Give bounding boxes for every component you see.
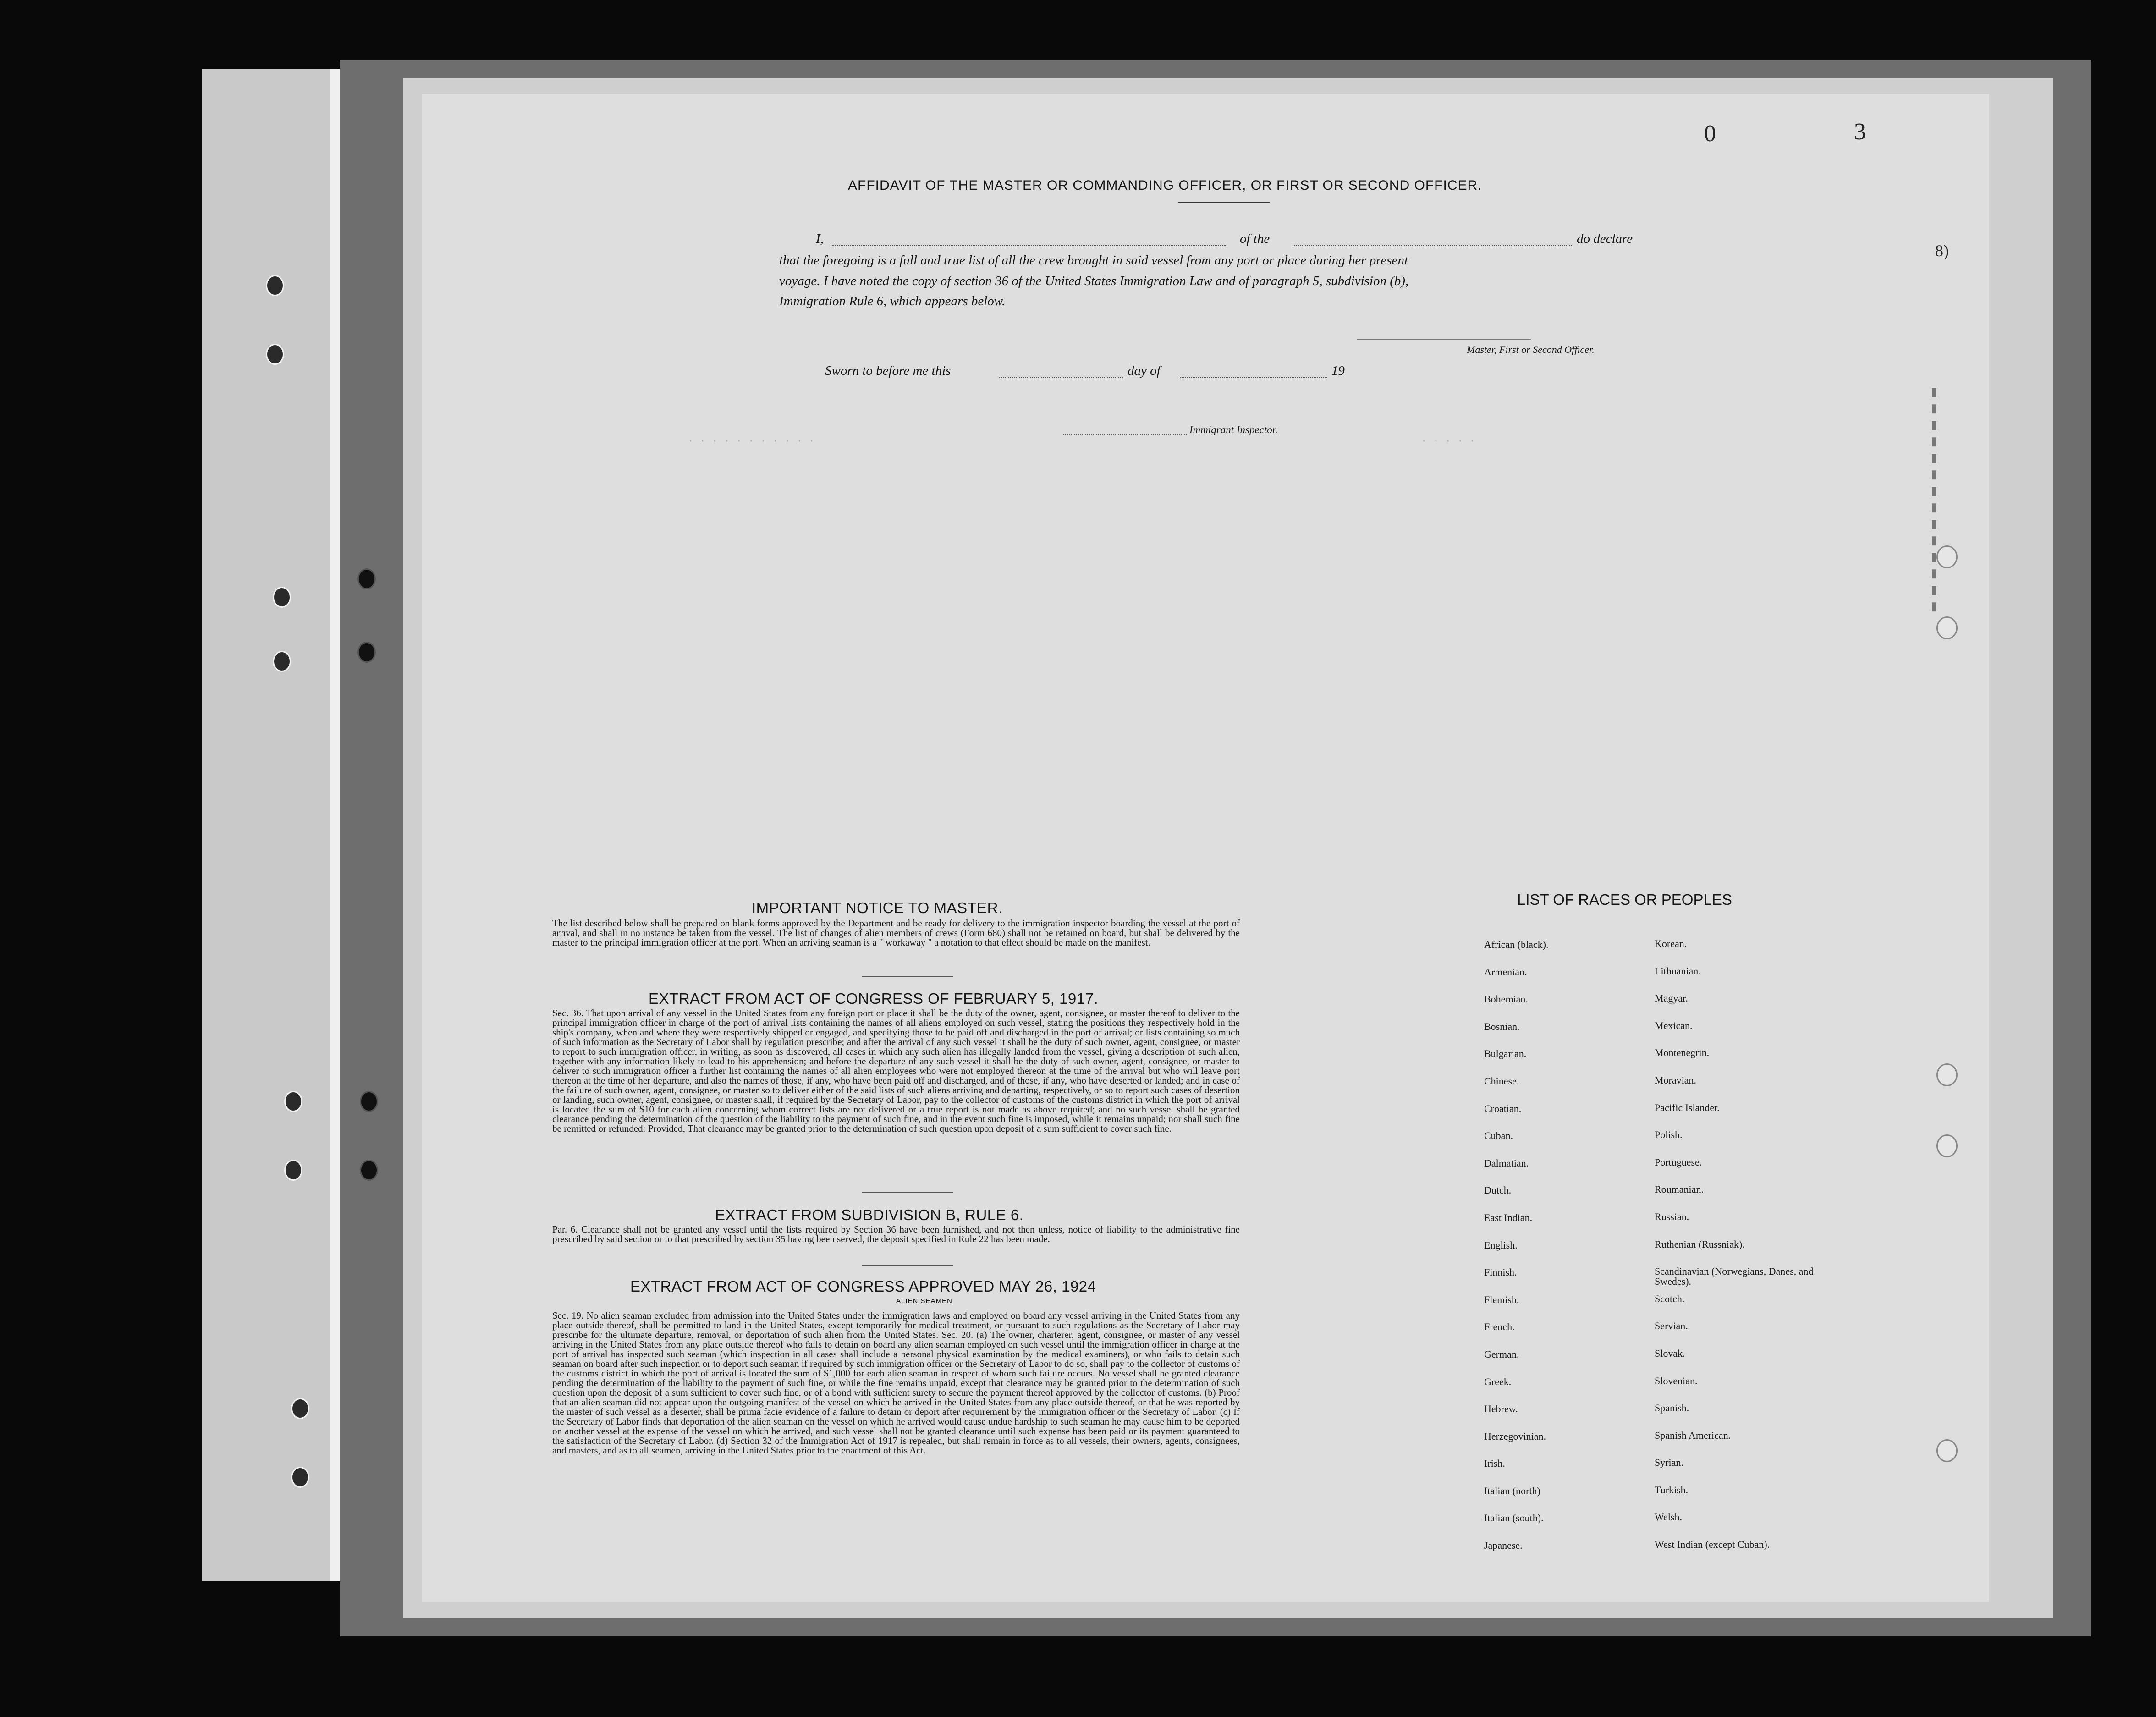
inspector-caption: Immigrant Inspector. bbox=[1189, 424, 1278, 435]
divider bbox=[862, 1265, 953, 1266]
binder-hole bbox=[266, 275, 284, 296]
affidavit-declare: do declare bbox=[1577, 231, 1633, 246]
race-item: Dutch. bbox=[1484, 1184, 1512, 1196]
divider bbox=[862, 976, 953, 977]
page-hole bbox=[358, 642, 376, 663]
race-item: Servian. bbox=[1655, 1320, 1688, 1332]
binder-hole bbox=[273, 587, 291, 608]
race-item: Ruthenian (Russniak). bbox=[1655, 1238, 1745, 1250]
page-hole bbox=[358, 568, 376, 589]
title-underline bbox=[1178, 202, 1270, 203]
race-item: Spanish American. bbox=[1655, 1429, 1731, 1441]
race-item: Cuban. bbox=[1484, 1130, 1513, 1142]
extract-1924-title: EXTRACT FROM ACT OF CONGRESS APPROVED MAY 26, 1924 bbox=[630, 1278, 1096, 1295]
signature-line[interactable] bbox=[1357, 339, 1531, 340]
races-left-column bbox=[1484, 939, 1548, 1567]
vessel-field[interactable] bbox=[1292, 245, 1572, 246]
race-item: Korean. bbox=[1655, 938, 1687, 949]
race-item: Scandinavian (Norwegians, Danes, and Swedes). bbox=[1655, 1266, 1814, 1288]
race-item: African (black). bbox=[1484, 939, 1549, 950]
sworn-month-field[interactable] bbox=[1180, 377, 1327, 378]
sworn-day-label: day of bbox=[1128, 363, 1160, 378]
race-item: Lithuanian. bbox=[1655, 965, 1701, 977]
race-item: Flemish. bbox=[1484, 1293, 1519, 1305]
affidavit-of-the: of the bbox=[1240, 231, 1270, 246]
race-item: Herzegovinian. bbox=[1484, 1430, 1546, 1442]
affidavit-line3: voyage. I have noted the copy of section 36 of the United States Immigration Law and of paragraph 5, subdivision (b), bbox=[779, 274, 1409, 288]
race-item: Slovak. bbox=[1655, 1347, 1685, 1359]
binder-hole bbox=[284, 1160, 302, 1181]
affidavit-line4: Immigration Rule 6, which appears below. bbox=[779, 294, 1006, 308]
race-item: Russian. bbox=[1655, 1211, 1689, 1222]
extract-1917-body: Sec. 36. That upon arrival of any vessel in the United States from any foreign port or place it shall be the duty of the owner, agent, consignee, or master thereof to deliver to the principal immigration officer in charge of the port of arrival lists containing the names of all aliens employed on such vessel, stating the positions they respectively hold in the ship's company, when and where they were respectively shipped or engaged, and specifying those to be paid off and discharged in the port of arrival; or lists containing so much of such information as the Secretary of Labor shall by regulation prescribe; and after the arrival of any such vessel it shall be the duty of such owner, agent, consignee, or master to report to such immigration officer, in writing, as soon as discovered, all cases in which any such alien has illegally landed from the vessel, giving a description of such alien, together with any information likely to lead to his apprehension; and before the departure of any such vessel it shall be the duty of such owner, agent, consignee, or master to deliver to such immigration officer a further list containing the names of all alien employees who were not employed thereon at the time of the arrival but who will leave port thereon at the time of her departure, and also the names of those, if any, who have been paid off and discharged, and of those, if any, who have deserted or landed; and in case of the failure of such owner, agent, consignee, or master so to deliver either of the said lists of such aliens arriving and departing, respectively, or so to report such cases of desertion or landing, such owner, agent, consignee, or master shall, if required by the Secretary of Labor, pay to the collector of customs of the customs district in which the port of arrival is located the sum of $10 for each alien concerning whom correct lists are not delivered or a true report is not made as above required; and no such vessel shall be granted clearance pending the determination of the question of the liability to the payment of such fine, and in the event such fine is imposed, while it remains unpaid; nor shall such fine be remitted or refunded: Provided, That clearance may be granted prior to the determination of such question upon deposit of a sum sufficient to cover such fine. bbox=[552, 1007, 1240, 1134]
affidavit-i: I, bbox=[816, 231, 824, 246]
race-item: East Indian. bbox=[1484, 1211, 1533, 1223]
race-item: Italian (north) bbox=[1484, 1485, 1540, 1497]
race-item: French. bbox=[1484, 1321, 1515, 1333]
race-item: Welsh. bbox=[1655, 1511, 1682, 1523]
sworn-day-field[interactable] bbox=[999, 377, 1123, 378]
binder-strip bbox=[202, 69, 330, 1581]
race-item: Dalmatian. bbox=[1484, 1157, 1529, 1169]
race-item: Mexican. bbox=[1655, 1019, 1693, 1031]
margin-hole bbox=[1936, 616, 1958, 639]
side-stamp: ▮▮▮▮▮▮▮▮▮▮▮▮▮▮ bbox=[1928, 385, 1942, 616]
race-item: Slovenian. bbox=[1655, 1375, 1698, 1387]
notice-title: IMPORTANT NOTICE TO MASTER. bbox=[752, 899, 1003, 916]
race-item: Italian (south). bbox=[1484, 1512, 1544, 1524]
page-hole bbox=[360, 1091, 378, 1112]
race-item: Magyar. bbox=[1655, 992, 1688, 1004]
race-item: Syrian. bbox=[1655, 1457, 1683, 1469]
bleed-through-text: · · · · · bbox=[1421, 435, 1475, 447]
race-item: Moravian. bbox=[1655, 1074, 1697, 1086]
margin-note-three: 3 bbox=[1854, 119, 1866, 145]
name-field[interactable] bbox=[832, 245, 1226, 246]
sworn-year: 19 bbox=[1331, 363, 1345, 378]
extract-1917-title: EXTRACT FROM ACT OF CONGRESS OF FEBRUARY 5, 1917. bbox=[649, 990, 1099, 1007]
race-item: Roumanian. bbox=[1655, 1183, 1704, 1195]
race-item: Bosnian. bbox=[1484, 1020, 1520, 1032]
race-item: Pacific Islander. bbox=[1655, 1101, 1720, 1113]
race-item: Hebrew. bbox=[1484, 1403, 1518, 1415]
race-item: Chinese. bbox=[1484, 1075, 1519, 1087]
subdivision-b-body: Par. 6. Clearance shall not be granted any vessel until the lists required by Section 36 have been furnished, and not then unless, notice of liability to the administrative fine prescribed by said section or to that prescribed by section 35 having been served, the deposit specified in Rule 22 has been made. bbox=[552, 1224, 1240, 1244]
race-item: Croatian. bbox=[1484, 1102, 1522, 1114]
bleed-through-text: · · · · · · · · · · · bbox=[688, 435, 815, 447]
margin-hole bbox=[1936, 1063, 1958, 1086]
race-item: Spanish. bbox=[1655, 1402, 1689, 1414]
race-item: Bohemian. bbox=[1484, 993, 1528, 1005]
margin-hole bbox=[1936, 1439, 1958, 1462]
binder-hole bbox=[291, 1467, 309, 1488]
race-item: Greek. bbox=[1484, 1376, 1512, 1387]
race-item: Bulgarian. bbox=[1484, 1048, 1527, 1060]
notice-body: The list described below shall be prepared on blank forms approved by the Department and be ready for delivery to the immigration inspector boarding the vessel at the port of arrival, and shall in no instance be taken from the vessel. The list of changes of alien members of crews (Form 680) shall not be retained on board, but shall be delivered by the master to the principal immigration officer at the port. When an arriving seaman is a " workaway " a notation to that effect should be made on the manifest. bbox=[552, 918, 1240, 948]
race-item: West Indian (except Cuban). bbox=[1655, 1539, 1770, 1551]
margin-note-paren: 8) bbox=[1935, 242, 1949, 260]
races-right-column bbox=[1655, 939, 1838, 1567]
race-item: Montenegrin. bbox=[1655, 1047, 1710, 1059]
binder-hole bbox=[291, 1398, 309, 1419]
race-item: English. bbox=[1484, 1239, 1518, 1251]
affidavit-line2: that the foregoing is a full and true list of all the crew brought in said vessel from any port or place during her present bbox=[779, 253, 1408, 268]
margin-note-zero: 0 bbox=[1704, 121, 1716, 147]
sworn-text: Sworn to before me this bbox=[825, 363, 951, 378]
extract-1924-subtitle: ALIEN SEAMEN bbox=[896, 1297, 952, 1305]
page-hole bbox=[360, 1160, 378, 1181]
divider bbox=[862, 1192, 953, 1193]
race-item: Polish. bbox=[1655, 1129, 1683, 1141]
race-item: Portuguese. bbox=[1655, 1156, 1702, 1168]
binder-hole bbox=[266, 344, 284, 365]
races-title: LIST OF RACES OR PEOPLES bbox=[1517, 891, 1732, 908]
margin-hole bbox=[1936, 1134, 1958, 1157]
inspector-signature-line[interactable] bbox=[1063, 434, 1187, 435]
race-item: Scotch. bbox=[1655, 1293, 1685, 1304]
race-item: Japanese. bbox=[1484, 1540, 1523, 1552]
binder-hole bbox=[273, 651, 291, 672]
race-item: Armenian. bbox=[1484, 966, 1527, 978]
binder-hole bbox=[284, 1091, 302, 1112]
race-item: Finnish. bbox=[1484, 1266, 1517, 1278]
extract-1924-body: Sec. 19. No alien seaman excluded from admission into the United States under the immigration laws and employed on board any vessel arriving in the United States from any place outside thereof, shall be permitted to land in the United States, except temporarily for medical treatment, or pursuant to such regulations as the Secretary of Labor may prescribe for the ultimate departure, removal, or deportation of such alien from the United States. Sec. 20. (a) The owner, charterer, agent, consignee, or master of any vessel arriving in the United States from any place outside thereof who fails to detain on board any alien seaman employed on such vessel until the immigration officer in charge at the port of arrival has inspected such seaman (which inspection in all cases shall include a personal physical examination by the medical examiners), or who fails to detain such seaman on board after such inspection or to deport such seaman if required by such immigration officer or the Secretary of Labor to do so, shall pay to the collector of customs of the customs district in which the port of arrival is located the sum of $1,000 for each alien seaman in respect of whom such failure occurs. No vessel shall be granted clearance pending the determination of the liability to the payment of such fine, or while the fine remains unpaid, except that clearance may be granted prior to the determination of such question upon the deposit of a sum sufficient to cover such fine, or of a bond with sufficient surety to secure the payment thereof approved by the collector of customs. (b) Proof that an alien seaman did not appear upon the outgoing manifest of the vessel on which he arrived in the United States from any place outside thereof, or that he was reported by the master of such vessel as a deserter, shall be prima facie evidence of a failure to detain or deport after requirement by the immigration officer or the Secretary of Labor. (c) If the Secretary of Labor finds that deportation of the alien seaman on the vessel on which he arrived would cause undue hardship to such seaman he may cause him to be deported on another vessel at the expense of the vessel on which he arrived, and such vessel shall not be granted clearance until such expense has been paid or its payment guaranteed to the satisfaction of the Secretary of Labor. (d) Section 32 of the Immigration Act of 1917 is repealed, but shall remain in force as to all vessels, their owners, agents, consignees, and masters, and as to all seamen, arriving in the United States prior to the enactment of this Act. bbox=[552, 1310, 1240, 1456]
race-item: German. bbox=[1484, 1348, 1519, 1360]
affidavit-title: AFFIDAVIT OF THE MASTER OR COMMANDING OFFICER, OR FIRST OR SECOND OFFICER. bbox=[848, 178, 1482, 193]
signature-caption: Master, First or Second Officer. bbox=[1467, 344, 1595, 355]
race-item: Irish. bbox=[1484, 1458, 1505, 1469]
binder-edge bbox=[330, 69, 340, 1581]
subdivision-b-title: EXTRACT FROM SUBDIVISION B, RULE 6. bbox=[715, 1206, 1024, 1223]
race-item: Turkish. bbox=[1655, 1484, 1688, 1496]
